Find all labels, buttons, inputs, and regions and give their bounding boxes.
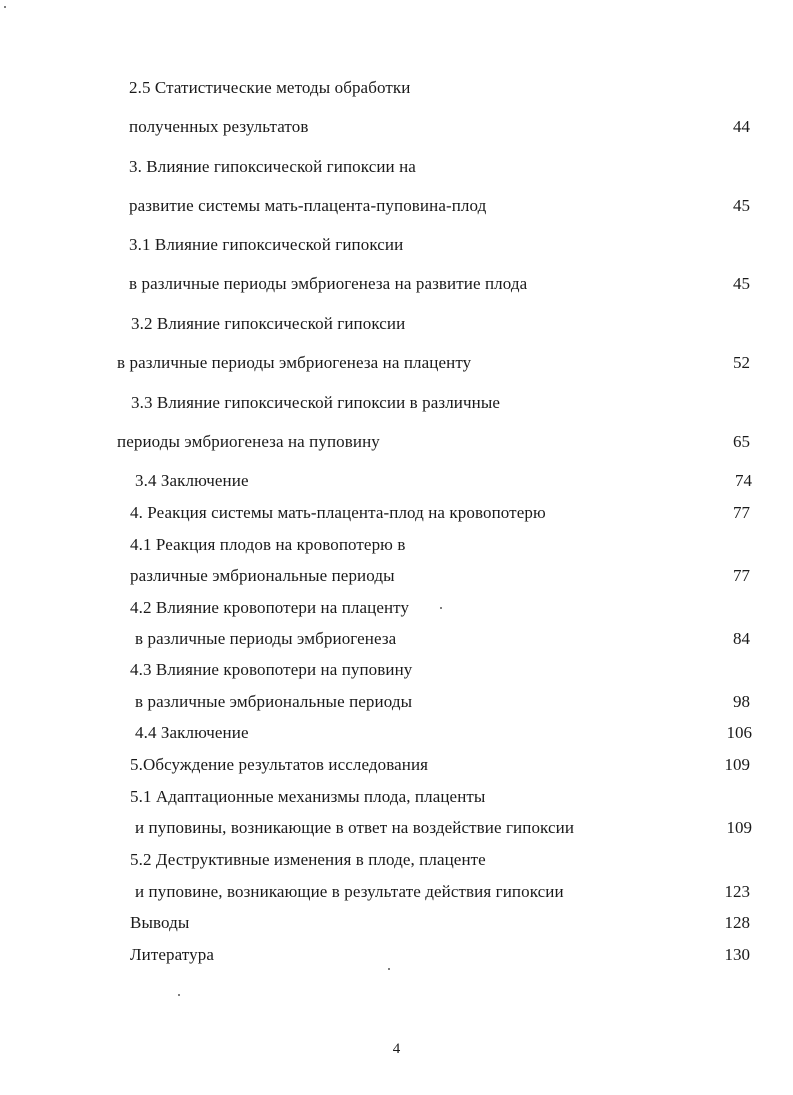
toc-entry-2-5-line2: полученных результатов — [129, 117, 309, 136]
toc-entry-4-3-line2: в различные эмбриональные периоды — [135, 692, 413, 711]
toc-entry-2-5-line1: 2.5 Статистические методы обработки — [129, 78, 411, 97]
toc-page-3: 45 — [733, 196, 750, 215]
toc-page-4-4: 106 — [726, 723, 752, 742]
toc-entry-3-3-line1: 3.3 Влияние гипоксической гипоксии в различные — [131, 393, 501, 412]
toc-entry-literature: Литература — [130, 945, 214, 964]
toc-page-2-5: 44 — [733, 117, 750, 136]
toc-entry-3-line1: 3. Влияние гипоксической гипоксии на — [129, 157, 416, 176]
toc-entry-4-3-line1: 4.3 Влияние кровопотери на пуповину — [130, 660, 413, 679]
scan-speck — [440, 607, 442, 609]
toc-entry-4-1-line1: 4.1 Реакция плодов на кровопотерю в — [130, 535, 406, 554]
toc-entry-4-1-line2: различные эмбриональные периоды — [130, 566, 395, 585]
toc-page-4-3: 98 — [733, 692, 750, 711]
toc-page-conclusions: 128 — [724, 913, 750, 932]
toc-entry-4-2-line1: 4.2 Влияние кровопотери на плаценту — [130, 598, 410, 617]
toc-page-3-3: 65 — [733, 432, 750, 451]
toc-page-literature: 130 — [724, 945, 750, 964]
toc-entry-4: 4. Реакция системы мать-плацента-плод на кровопотерю — [130, 503, 546, 522]
toc-entry-3-2-line2: в различные периоды эмбриогенеза на плаценту — [117, 353, 472, 372]
toc-page-4-2: 84 — [733, 629, 750, 648]
toc-entry-5-1-line1: 5.1 Адаптационные механизмы плода, плаценты — [130, 787, 486, 806]
toc-page-5-2: 123 — [724, 882, 750, 901]
toc-entry-3-line2: развитие системы мать-плацента-пуповина-плод — [129, 196, 487, 215]
scan-speck — [178, 994, 180, 996]
toc-entry-3-2-line1: 3.2 Влияние гипоксической гипоксии — [131, 314, 406, 333]
toc-page-4-1: 77 — [733, 566, 750, 585]
scan-speck — [388, 968, 390, 970]
toc-entry-3-4: 3.4 Заключение — [135, 471, 249, 490]
toc-entry-conclusions: Выводы — [130, 913, 190, 932]
toc-page-3-4: 74 — [735, 471, 752, 490]
toc-entry-5-2-line1: 5.2 Деструктивные изменения в плоде, плаценте — [130, 850, 486, 869]
toc-page-3-1: 45 — [733, 274, 750, 293]
toc-entry-3-1-line1: 3.1 Влияние гипоксической гипоксии — [129, 235, 404, 254]
toc-entry-4-2-line2: в различные периоды эмбриогенеза — [135, 629, 397, 648]
toc-page-3-2: 52 — [733, 353, 750, 372]
toc-entry-3-1-line2: в различные периоды эмбриогенеза на развитие плода — [129, 274, 528, 293]
toc-page-4: 77 — [733, 503, 750, 522]
toc-page-5-1: 109 — [726, 818, 752, 837]
toc-page-5: 109 — [724, 755, 750, 774]
toc-entry-5-2-line2: и пуповине, возникающие в результате действия гипоксии — [135, 882, 564, 901]
scan-speck — [4, 6, 6, 8]
toc-entry-5: 5.Обсуждение результатов исследования — [130, 755, 429, 774]
toc-entry-5-1-line2: и пуповины, возникающие в ответ на воздействие гипоксии — [135, 818, 575, 837]
toc-entry-4-4: 4.4 Заключение — [135, 723, 249, 742]
toc-entry-3-3-line2: периоды эмбриогенеза на пуповину — [117, 432, 380, 451]
page-number: 4 — [392, 1041, 401, 1057]
